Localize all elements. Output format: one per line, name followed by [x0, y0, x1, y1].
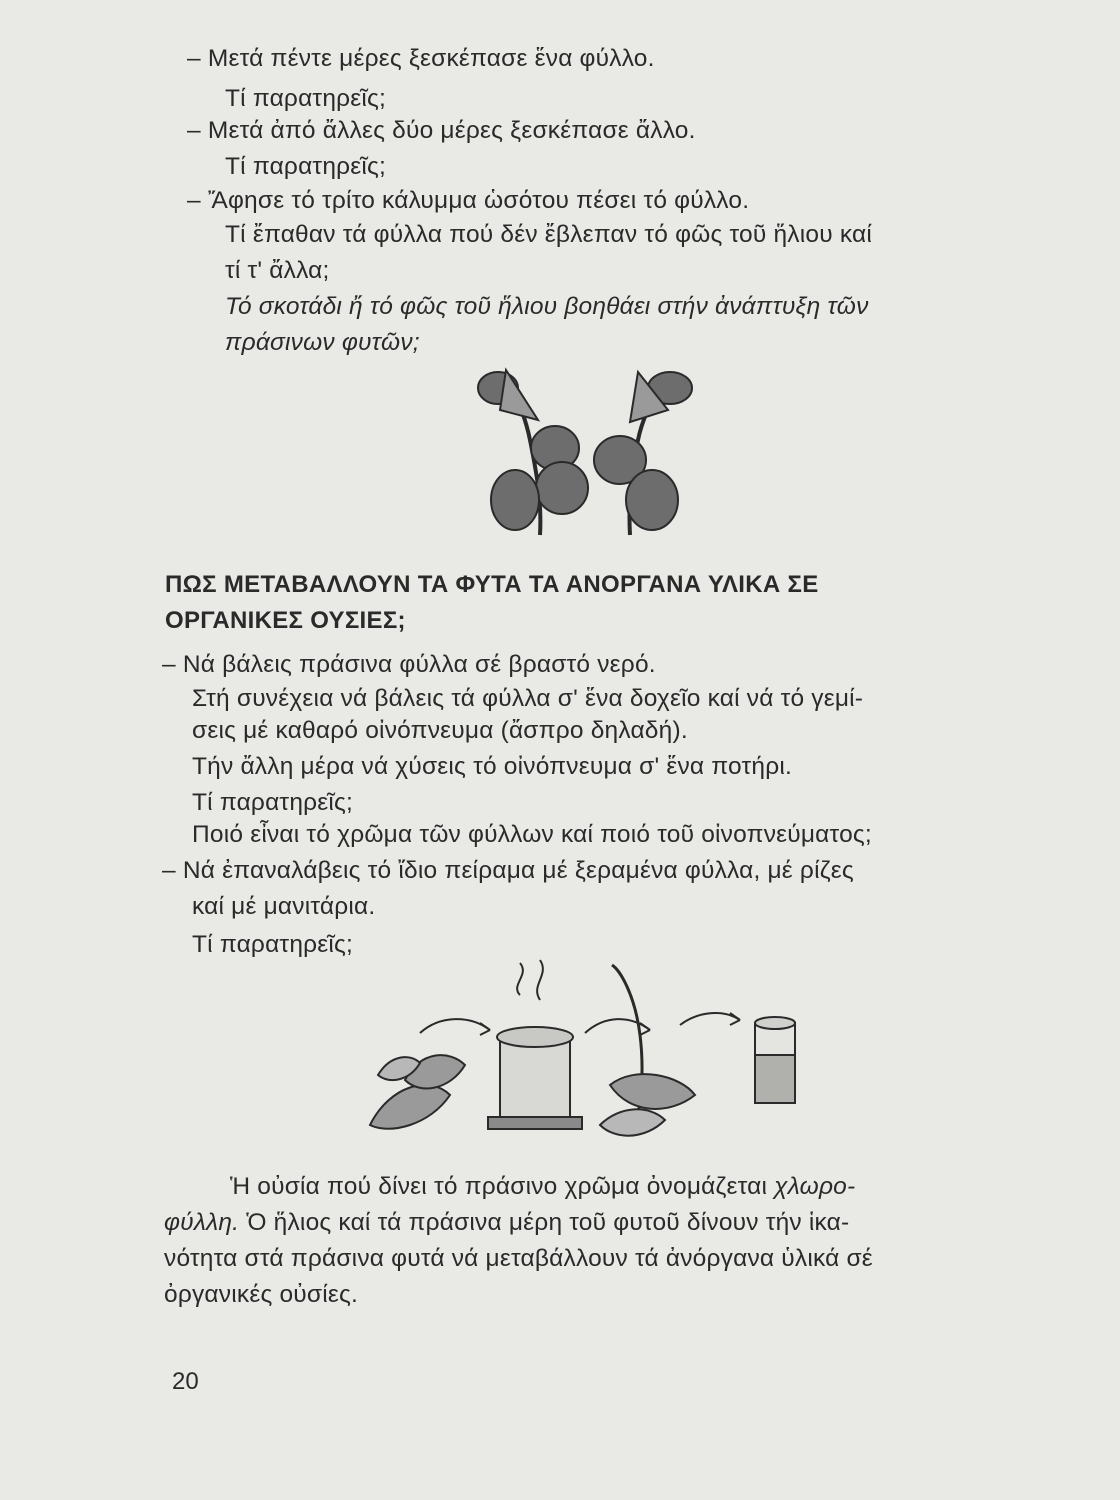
instruction-line: – Μετά πέντε μέρες ξεσκέπασε ἕνα φύλλο. — [187, 45, 655, 72]
experiment-illustration — [350, 955, 800, 1145]
conclusion-line — [164, 1208, 849, 1238]
instruction-line: Τήν ἄλλη μέρα νά χύσεις τό οἰνόπνευμα σ' ἕνα ποτήρι. — [192, 753, 793, 780]
chlorophyll-term: χλωρο- — [774, 1173, 856, 1200]
question-line: Τί ἔπαθαν τά φύλλα πού δέν ἔβλεπαν τό φῶς τοῦ ἥλιου καί — [225, 221, 872, 248]
question-line: Ποιό εἶναι τό χρῶμα τῶν φύλλων καί ποιό τοῦ οἰνοπνεύματος; — [192, 821, 872, 848]
question-line: Τί παρατηρεῖς; — [225, 85, 387, 112]
instruction-line: – Μετά ἀπό ἄλλες δύο μέρες ξεσκέπασε ἄλλο. — [187, 117, 696, 144]
key-question-line: Τό σκοτάδι ἤ τό φῶς τοῦ ἥλιου βοηθάει στήν ἀνάπτυξη τῶν — [225, 293, 869, 320]
page-number: 20 — [172, 1368, 199, 1395]
instruction-line: καί μέ μανιτάρια. — [192, 893, 376, 920]
instruction-line: – Νά ἐπαναλάβεις τό ἴδιο πείραμα μέ ξεραμένα φύλλα, μέ ρίζες — [162, 857, 854, 884]
question-line: Τί παρατηρεῖς; — [225, 153, 387, 180]
section-heading: ΟΡΓΑΝΙΚΕΣ ΟΥΣΙΕΣ; — [165, 607, 406, 634]
instruction-line: – Ἄφησε τό τρίτο κάλυμμα ὡσότου πέσει τό φύλλο. — [187, 187, 750, 214]
conclusion-text: Ἡ οὐσία πού δίνει τό πράσινο χρῶμα ὀνομάζεται — [230, 1173, 775, 1200]
question-line: Τί παρατηρεῖς; — [192, 789, 354, 816]
section-heading: ΠΩΣ ΜΕΤΑΒΑΛΛΟΥΝ ΤΑ ΦΥΤΑ ΤΑ ΑΝΟΡΓΑΝΑ ΥΛΙΚΑ ΣΕ — [165, 571, 819, 598]
chlorophyll-term: φύλλη. — [164, 1209, 240, 1236]
conclusion-line: νότητα στά πράσινα φυτά νά μεταβάλλουν τά ἀνόργανα ὑλικά σέ — [164, 1245, 873, 1272]
instruction-line: Στή συνέχεια νά βάλεις τά φύλλα σ' ἕνα δοχεῖο καί νά τό γεμί- — [192, 685, 864, 712]
conclusion-line: ὀργανικές οὐσίες. — [164, 1281, 358, 1308]
question-line: τί τ' ἄλλα; — [225, 257, 330, 284]
leaf-stems-illustration — [470, 360, 700, 545]
key-question-line: πράσινων φυτῶν; — [225, 329, 420, 356]
instruction-line: – Νά βάλεις πράσινα φύλλα σέ βραστό νερό. — [162, 651, 656, 678]
instruction-line: σεις μέ καθαρό οἰνόπνευμα (ἄσπρο δηλαδή). — [192, 717, 688, 744]
question-line: Τί παρατηρεῖς; — [192, 931, 354, 958]
conclusion-line — [230, 1172, 855, 1202]
conclusion-text: Ὁ ἥλιος καί τά πράσινα μέρη τοῦ φυτοῦ δίνουν τήν ἱκα- — [239, 1209, 850, 1236]
